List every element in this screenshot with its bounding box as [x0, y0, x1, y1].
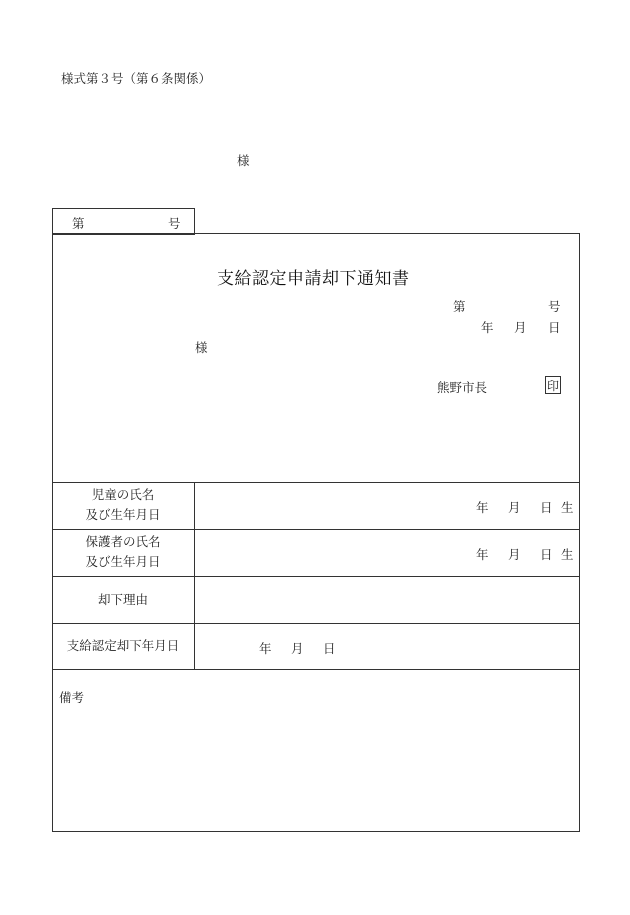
- notice-title: 支給認定申請却下通知書: [217, 269, 410, 289]
- rejection-date-label: 支給認定却下年月日: [66, 638, 180, 653]
- guardian-name-label: 保護者の氏名 及び生年月日: [85, 534, 161, 569]
- column-divider: [194, 482, 195, 669]
- rejection-reason-label: 却下理由: [97, 592, 148, 607]
- guardian-birth-sei: 生: [561, 547, 574, 562]
- row-divider-1: [52, 482, 580, 483]
- child-birth-nen: 年: [476, 500, 489, 515]
- guardian-birth-hi: 日: [540, 547, 553, 562]
- guardian-birth-tsuki: 月: [508, 547, 521, 562]
- row-divider-5: [52, 669, 580, 670]
- notice-number-dai: 第: [453, 299, 466, 314]
- notice-date-hi: 日: [548, 320, 561, 335]
- notice-addressee: 様: [195, 340, 208, 355]
- issuer-name: 熊野市長: [437, 380, 488, 395]
- number-tab-dai: 第: [72, 216, 85, 231]
- number-tab-go: 号: [168, 216, 181, 231]
- rejection-date-tsuki: 月: [291, 641, 304, 656]
- rejection-date-nen: 年: [259, 641, 272, 656]
- row-divider-2: [52, 529, 580, 530]
- child-name-label: 児童の氏名 及び生年月日: [85, 487, 161, 522]
- rejection-date-hi: 日: [323, 641, 336, 656]
- guardian-birth-nen: 年: [476, 547, 489, 562]
- child-birth-hi: 日: [540, 500, 553, 515]
- row-divider-3: [52, 576, 580, 577]
- notice-number-go: 号: [548, 299, 561, 314]
- form-number: 様式第３号（第６条関係）: [61, 71, 212, 86]
- notice-date-nen: 年: [481, 320, 494, 335]
- seal-stamp: 印: [545, 376, 561, 394]
- notice-date-tsuki: 月: [514, 320, 527, 335]
- row-divider-4: [52, 623, 580, 624]
- addressee-top: 様: [237, 153, 250, 168]
- child-birth-tsuki: 月: [508, 500, 521, 515]
- remarks-label: 備考: [59, 690, 85, 705]
- child-birth-sei: 生: [561, 500, 574, 515]
